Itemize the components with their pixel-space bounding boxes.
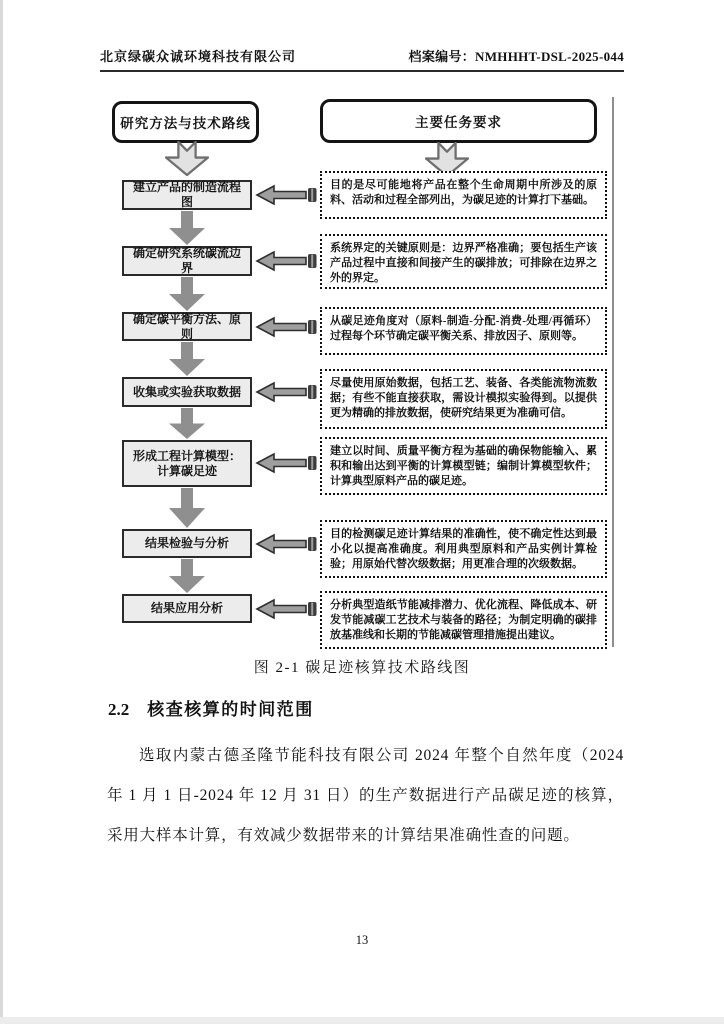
figure-right-rule (612, 97, 614, 647)
left-arrow-icon (255, 596, 318, 622)
flow-step-2: 确定研究系统碳流边界 (122, 246, 252, 276)
task-note-6: 目的检测碳足迹计算结果的准确性，使不确定性达到最小化以提高准确度。利用典型原料和产品实例计算检验；用原始代替次级数据；用更准合理的次级数据。 (320, 520, 607, 578)
left-arrow-icon (255, 182, 318, 208)
document-header (100, 46, 624, 72)
left-arrow-icon (255, 248, 318, 274)
scan-edge (0, 1017, 724, 1024)
body-paragraph: 选取内蒙古德圣隆节能科技有限公司 2024 年整个自然年度（2024 年 1 月 1 日-2024 年 12 月 31 日）的生产数据进行产品碳足迹的核算，采用大样本计算，有效减少数据带来的计算结果准确性查的问题。 (107, 747, 624, 844)
down-arrow-icon (169, 277, 205, 311)
task-note-7: 分析典型造纸节能减排潜力、优化流程、降低成本、研发节能减碳工艺技术与装备的路径；为制定明确的碳排放基准线和长期的节能减碳管理措施提出建议。 (320, 591, 607, 649)
task-note-4: 尽量使用原始数据，包括工艺、装备、各类能流物流数据；有些不能直接获取，需设计模拟实验得到。以提供更为精确的排放数据，使研究结果更为准确可信。 (320, 369, 607, 429)
left-arrow-icon (255, 531, 318, 557)
flow-step-6: 结果检验与分析 (122, 529, 252, 558)
task-note-3: 从碳足迹角度对（原料-制造-分配-消费-处理/再循环）过程每个环节确定碳平衡关系、排放因子、原则等。 (320, 307, 607, 355)
task-note-5: 建立以时间、质量平衡方程为基础的确保物能输入、累积和输出达到平衡的计算模型链；编制计算模型软件；计算典型原料产品的碳足迹。 (320, 437, 607, 495)
flow-step-4: 收集或实验获取数据 (122, 377, 252, 407)
section-title: 核查核算的时间范围 (147, 700, 314, 719)
flow-step-5: 形成工程计算模型：计算碳足迹 (122, 440, 252, 487)
left-arrow-icon (255, 379, 318, 405)
archive-number: 档案编号：NMHHHT-DSL-2025-044 (408, 49, 624, 64)
figure-caption: 图 2-1 碳足迹核算技术路线图 (253, 660, 471, 676)
notched-down-arrow-icon (165, 141, 209, 176)
down-arrow-icon (169, 408, 205, 439)
section-number: 2.2 (108, 700, 130, 719)
down-arrow-icon (169, 211, 205, 245)
flow-header-right: 主要任务要求 (320, 99, 597, 143)
left-arrow-icon (255, 314, 318, 340)
down-arrow-icon (169, 342, 205, 376)
company-name: 北京绿碳众诚环境科技有限公司 (100, 49, 297, 64)
page-number: 13 (355, 933, 369, 947)
left-arrow-icon (255, 450, 318, 476)
flow-step-7: 结果应用分析 (122, 594, 252, 623)
down-arrow-icon (169, 488, 205, 528)
flow-step-3: 确定碳平衡方法、原则 (122, 312, 252, 341)
section-heading (108, 695, 314, 720)
task-note-1: 目的是尽可能地将产品在整个生命周期中所涉及的原料、活动和过程全部列出，为碳足迹的计算打下基础。 (320, 171, 607, 219)
flowchart-figure (0, 95, 724, 658)
task-note-2: 系统界定的关键原则是：边界严格准确；要包括生产该产品过程中直接和间接产生的碳排放；可排除在边界之外的界定。 (320, 234, 607, 289)
flow-step-1: 建立产品的制造流程图 (122, 180, 252, 210)
down-arrow-icon (169, 559, 205, 593)
flow-header-left: 研究方法与技术路线 (112, 101, 259, 143)
